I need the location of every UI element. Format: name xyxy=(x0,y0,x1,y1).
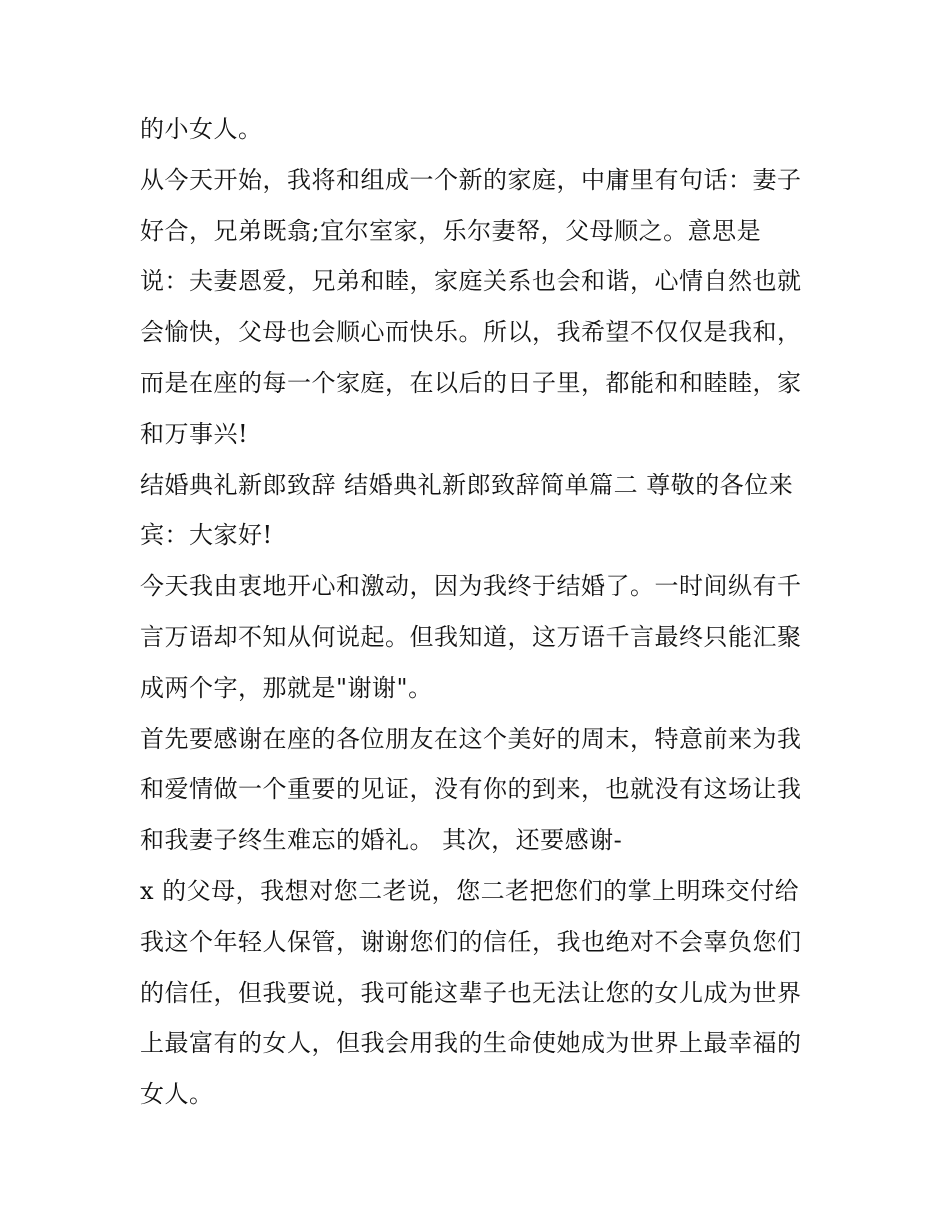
text-line: 成两个字，那就是"谢谢"。 xyxy=(140,673,433,702)
text-line: x 的父母，我想对您二老说，您二老把您们的掌上明珠交付给 xyxy=(140,876,800,905)
text-line: 结婚典礼新郎致辞 结婚典礼新郎致辞简单篇二 尊敬的各位来 xyxy=(140,470,794,499)
text-line: 的信任，但我要说，我可能这辈子也无法让您的女儿成为世界 xyxy=(140,978,802,1007)
text-line: 好合，兄弟既翕;宜尔室家，乐尔妻帑，父母顺之。意思是 xyxy=(140,216,762,245)
text-line: 说：夫妻恩爱，兄弟和睦，家庭关系也会和谐，心情自然也就 xyxy=(140,267,802,296)
text-line: 和爱情做一个重要的见证，没有你的到来，也就没有这场让我 xyxy=(140,775,802,804)
text-line: 会愉快，父母也会顺心而快乐。所以，我希望不仅仅是我和， xyxy=(140,318,802,347)
text-line: 首先要感谢在座的各位朋友在这个美好的周末，特意前来为我 xyxy=(140,724,802,753)
text-line: 和万事兴! xyxy=(140,419,249,448)
text-line: 言万语却不知从何说起。但我知道，这万语千言最终只能汇聚 xyxy=(140,622,802,651)
text-line: 今天我由衷地开心和激动，因为我终于结婚了。一时间纵有千 xyxy=(140,572,802,601)
text-line: 宾：大家好! xyxy=(140,521,273,550)
text-line: 和我妻子终生难忘的婚礼。 其次，还要感谢- xyxy=(140,826,623,855)
text-line: 的小女人。 xyxy=(140,115,263,143)
text-line: 而是在座的每一个家庭，在以后的日子里，都能和和睦睦，家 xyxy=(140,368,802,397)
text-line: 女人。 xyxy=(140,1080,214,1109)
text-line: 我这个年轻人保管，谢谢您们的信任，我也绝对不会辜负您们 xyxy=(140,927,802,956)
text-line: 上最富有的女人，但我会用我的生命使她成为世界上最幸福的 xyxy=(140,1029,802,1058)
text-line: 从今天开始，我将和组成一个新的家庭，中庸里有句话：妻子 xyxy=(140,165,802,194)
document-body xyxy=(140,104,830,1120)
